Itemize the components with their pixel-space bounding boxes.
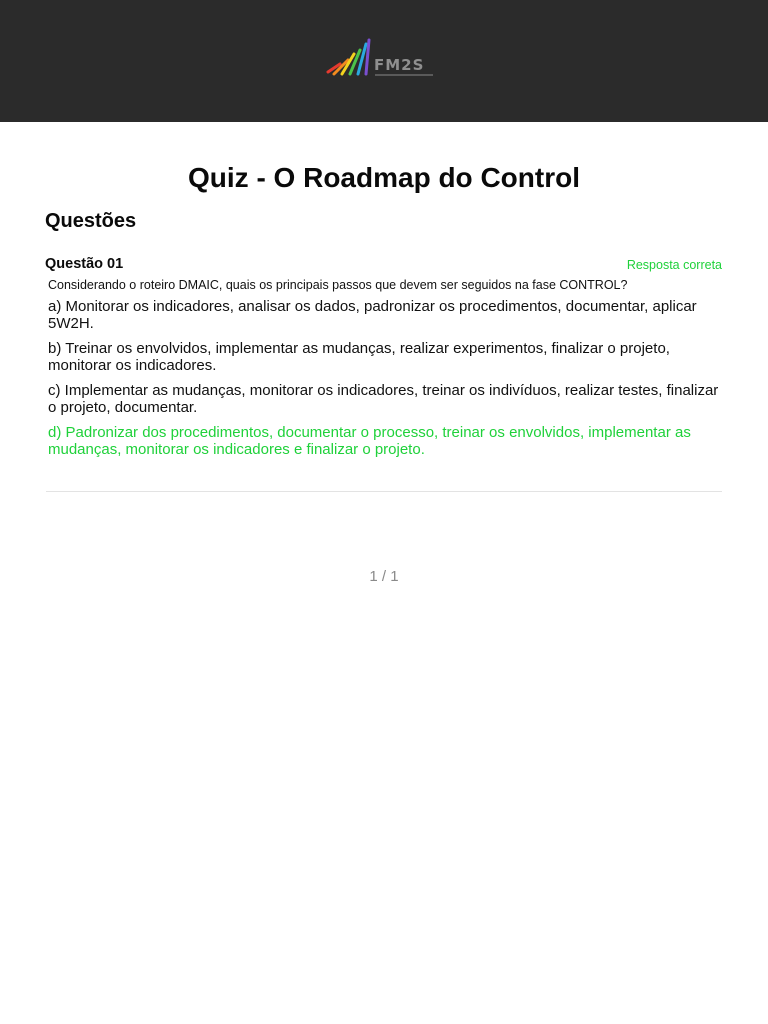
logo-text: FM2S	[374, 56, 425, 74]
question-prompt: Considerando o roteiro DMAIC, quais os principais passos que devem ser seguidos na fase CONTROL?	[48, 278, 628, 292]
answer-option-d-correct: d) Padronizar dos procedimentos, documentar o processo, treinar os envolvidos, implementar as mudanças, monitorar os indicadores e finalizar o projeto.	[48, 424, 691, 458]
answer-option-b: b) Treinar os envolvidos, implementar as mudanças, realizar experimentos, finalizar o projeto, monitorar os indicadores.	[48, 340, 670, 374]
answer-option-c: c) Implementar as mudanças, monitorar os indicadores, treinar os indivíduos, realizar testes, finalizar o projeto, documentar.	[48, 382, 719, 416]
page-indicator: 1 / 1	[369, 568, 399, 585]
answer-option-a: a) Monitorar os indicadores, analisar os dados, padronizar os procedimentos, documentar, aplicar 5W2H.	[48, 298, 697, 332]
answer-status-badge: Resposta correta	[626, 258, 722, 272]
question-number: Questão 01	[45, 256, 124, 272]
logo-underline	[375, 74, 433, 76]
section-title: Questões	[45, 210, 137, 232]
page-title: Quiz - O Roadmap do Control	[188, 162, 580, 193]
answer-options	[48, 298, 722, 458]
divider	[46, 491, 722, 492]
question-header	[45, 256, 722, 276]
logo-mark-icon	[326, 38, 374, 78]
fm2s-logo	[326, 38, 438, 80]
question-card	[45, 256, 722, 466]
page-header	[0, 0, 768, 122]
